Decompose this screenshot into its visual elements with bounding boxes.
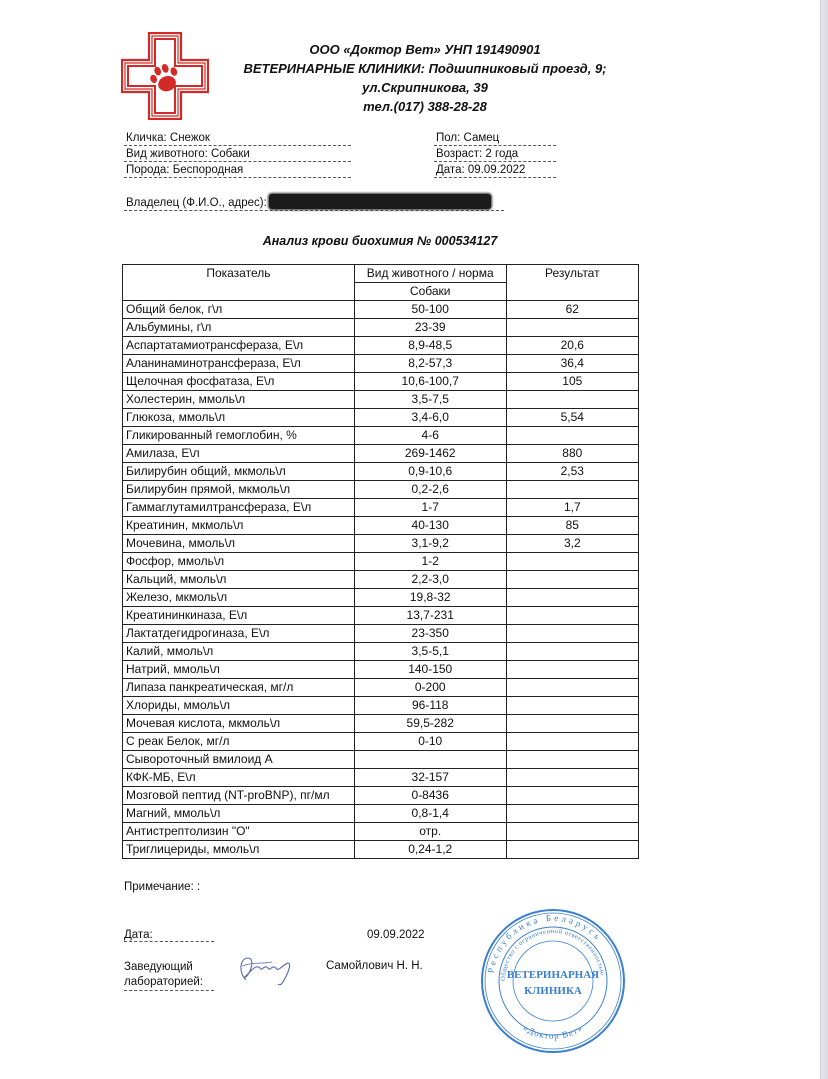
norm-cell: 3,4-6,0 — [354, 409, 506, 427]
result-cell: 20,6 — [506, 337, 638, 355]
result-cell — [506, 589, 638, 607]
norm-cell: 2,2-3,0 — [354, 571, 506, 589]
svg-text:Республика Беларусь: Республика Беларусь — [485, 912, 605, 974]
norm-cell: отр. — [354, 823, 506, 841]
table-row — [123, 643, 639, 661]
species-field: Вид животного: Собаки — [124, 147, 351, 162]
indicator-cell: С реак Белок, мг/л — [123, 733, 355, 751]
indicator-cell: Креатинин, мкмоль\л — [123, 517, 355, 535]
norm-cell — [354, 751, 506, 769]
footer-date-value: 09.09.2022 — [367, 929, 425, 941]
result-cell — [506, 697, 638, 715]
norm-cell: 23-350 — [354, 625, 506, 643]
result-cell: 880 — [506, 445, 638, 463]
signature-icon — [232, 950, 298, 988]
result-cell — [506, 607, 638, 625]
table-row — [123, 535, 639, 553]
clinic-stamp-icon — [478, 906, 628, 1056]
table-row — [123, 553, 639, 571]
result-cell: 36,4 — [506, 355, 638, 373]
norm-cell: 59,5-282 — [354, 715, 506, 733]
indicator-cell: Щелочная фосфатаза, Е\л — [123, 373, 355, 391]
indicator-cell: Хлориды, ммоль\л — [123, 697, 355, 715]
stamp-line1: ВЕТЕРИНАРНАЯ — [506, 969, 600, 981]
indicator-cell: Антистрептолизин "О" — [123, 823, 355, 841]
table-row — [123, 697, 639, 715]
norm-cell: 8,9-48,5 — [354, 337, 506, 355]
indicator-cell: Мозговой пептид (NT-proBNP), пг/мл — [123, 787, 355, 805]
table-row — [123, 805, 639, 823]
indicator-cell: Билирубин прямой, мкмоль\л — [123, 481, 355, 499]
clinic-phone-line: тел.(017) 388-28-28 — [363, 99, 487, 114]
results-body — [123, 301, 639, 859]
result-cell — [506, 841, 638, 859]
indicator-cell: Кальций, ммоль\л — [123, 571, 355, 589]
table-row — [123, 661, 639, 679]
result-cell — [506, 481, 638, 499]
lab-head-label — [124, 960, 214, 991]
norm-cell: 140-150 — [354, 661, 506, 679]
pet-name-field: Кличка: Снежок — [124, 131, 351, 146]
norm-cell: 3,5-5,1 — [354, 643, 506, 661]
table-row — [123, 679, 639, 697]
norm-cell: 0-8436 — [354, 787, 506, 805]
norm-cell: 8,2-57,3 — [354, 355, 506, 373]
table-row — [123, 391, 639, 409]
result-cell: 105 — [506, 373, 638, 391]
table-row — [123, 301, 639, 319]
footer-date-label: Дата: — [124, 929, 214, 942]
table-row — [123, 715, 639, 733]
document-title: Анализ крови биохимия № 000534127 — [262, 234, 498, 248]
norm-cell: 10,6-100,7 — [354, 373, 506, 391]
indicator-cell: Липаза панкреатическая, мг/л — [123, 679, 355, 697]
table-row — [123, 823, 639, 841]
indicator-cell: Общий белок, г\л — [123, 301, 355, 319]
result-cell — [506, 319, 638, 337]
indicator-cell: Сывороточный вмилоид А — [123, 751, 355, 769]
table-row — [123, 373, 639, 391]
clinic-address-line: ВЕТЕРИНАРНЫЕ КЛИНИКИ: Подшипниковый проезд, 9; — [243, 61, 607, 76]
table-row — [123, 751, 639, 769]
table-row — [123, 355, 639, 373]
svg-text:Общество с ограниченной ответс: Общество с ограниченной ответственностью — [499, 927, 606, 982]
result-cell: 5,54 — [506, 409, 638, 427]
table-row — [123, 517, 639, 535]
table-row — [123, 499, 639, 517]
result-cell: 62 — [506, 301, 638, 319]
result-cell: 1,7 — [506, 499, 638, 517]
table-row — [123, 445, 639, 463]
norm-cell: 96-118 — [354, 697, 506, 715]
norm-cell: 0-200 — [354, 679, 506, 697]
owner-redaction — [269, 194, 491, 209]
indicator-cell: Билирубин общий, мкмоль\л — [123, 463, 355, 481]
result-cell: 3,2 — [506, 535, 638, 553]
result-cell — [506, 427, 638, 445]
result-cell — [506, 643, 638, 661]
norm-cell: 4-6 — [354, 427, 506, 445]
result-cell — [506, 787, 638, 805]
lab-head-label-line2: лабораторией: — [124, 975, 214, 991]
age-field: Возраст: 2 года — [434, 147, 556, 162]
indicator-cell: Триглицериды, ммоль\л — [123, 841, 355, 859]
indicator-cell: КФК-МБ, Е\л — [123, 769, 355, 787]
indicator-cell: Калий, ммоль\л — [123, 643, 355, 661]
norm-cell: 3,5-7,5 — [354, 391, 506, 409]
indicator-cell: Натрий, ммоль\л — [123, 661, 355, 679]
table-row — [123, 337, 639, 355]
clinic-street-line: ул.Скрипникова, 39 — [362, 80, 488, 95]
table-row — [123, 607, 639, 625]
norm-cell: 0,24-1,2 — [354, 841, 506, 859]
norm-cell: 0-10 — [354, 733, 506, 751]
clinic-name-line: ООО «Доктор Вет» УНП 191490901 — [309, 42, 541, 57]
indicator-cell: Амилаза, Е\л — [123, 445, 355, 463]
table-row — [123, 787, 639, 805]
indicator-cell: Магний, ммоль\л — [123, 805, 355, 823]
table-row — [123, 625, 639, 643]
result-cell — [506, 553, 638, 571]
result-cell — [506, 769, 638, 787]
indicator-cell: Мочевина, ммоль\л — [123, 535, 355, 553]
result-cell — [506, 805, 638, 823]
results-table — [122, 264, 639, 859]
table-row — [123, 841, 639, 859]
norm-cell: 19,8-32 — [354, 589, 506, 607]
header-norm-species: Собаки — [354, 283, 506, 301]
table-row — [123, 409, 639, 427]
clinic-header — [215, 40, 635, 116]
result-cell — [506, 571, 638, 589]
indicator-cell: Глюкоза, ммоль\л — [123, 409, 355, 427]
norm-cell: 0,8-1,4 — [354, 805, 506, 823]
result-cell — [506, 661, 638, 679]
result-cell: 2,53 — [506, 463, 638, 481]
owner-label: Владелец (Ф.И.О., адрес): — [126, 197, 267, 209]
indicator-cell: Фосфор, ммоль\л — [123, 553, 355, 571]
lab-head-label-line1: Заведующий — [124, 961, 193, 973]
result-cell — [506, 391, 638, 409]
result-cell — [506, 679, 638, 697]
result-cell — [506, 823, 638, 841]
norm-cell: 1-7 — [354, 499, 506, 517]
indicator-cell: Мочевая кислота, мкмоль\л — [123, 715, 355, 733]
indicator-cell: Аланинаминотрансфераза, Е\л — [123, 355, 355, 373]
red-cross-paw-logo-icon — [121, 32, 209, 120]
stamp-line2: КЛИНИКА — [524, 985, 582, 997]
result-cell — [506, 715, 638, 733]
table-row — [123, 769, 639, 787]
norm-cell: 23-39 — [354, 319, 506, 337]
header-indicator: Показатель — [123, 265, 355, 301]
breed-field: Порода: Беспородная — [124, 163, 351, 178]
norm-cell: 269-1462 — [354, 445, 506, 463]
svg-text:«Доктор Вет»: «Доктор Вет» — [521, 1022, 585, 1042]
result-cell — [506, 733, 638, 751]
header-result: Результат — [506, 265, 638, 301]
table-row — [123, 589, 639, 607]
table-row — [123, 427, 639, 445]
norm-cell: 13,7-231 — [354, 607, 506, 625]
page-edge — [820, 0, 828, 1079]
note-label: Примечание: : — [124, 881, 201, 893]
norm-cell: 0,9-10,6 — [354, 463, 506, 481]
result-cell — [506, 625, 638, 643]
indicator-cell: Гаммаглутамилтрансфераза, Е\л — [123, 499, 355, 517]
sex-field: Пол: Самец — [434, 131, 556, 146]
norm-cell: 0,2-2,6 — [354, 481, 506, 499]
indicator-cell: Железо, мкмоль\л — [123, 589, 355, 607]
indicator-cell: Холестерин, ммоль\л — [123, 391, 355, 409]
indicator-cell: Альбумины, г\л — [123, 319, 355, 337]
indicator-cell: Креатининкиназа, Е\л — [123, 607, 355, 625]
table-row — [123, 481, 639, 499]
indicator-cell: Гликированный гемоглобин, % — [123, 427, 355, 445]
lab-head-name: Самойлович Н. Н. — [326, 960, 423, 972]
norm-cell: 32-157 — [354, 769, 506, 787]
table-row — [123, 733, 639, 751]
result-cell: 85 — [506, 517, 638, 535]
norm-cell: 1-2 — [354, 553, 506, 571]
date-field: Дата: 09.09.2022 — [434, 163, 556, 178]
table-row — [123, 463, 639, 481]
norm-cell: 50-100 — [354, 301, 506, 319]
owner-field — [124, 194, 504, 211]
result-cell — [506, 751, 638, 769]
norm-cell: 40-130 — [354, 517, 506, 535]
table-row — [123, 319, 639, 337]
indicator-cell: Аспартатамиотрансфераза, Е\л — [123, 337, 355, 355]
indicator-cell: Лактатдегидрогиназа, Е\л — [123, 625, 355, 643]
norm-cell: 3,1-9,2 — [354, 535, 506, 553]
table-row — [123, 571, 639, 589]
header-norm: Вид животного / норма — [354, 265, 506, 283]
